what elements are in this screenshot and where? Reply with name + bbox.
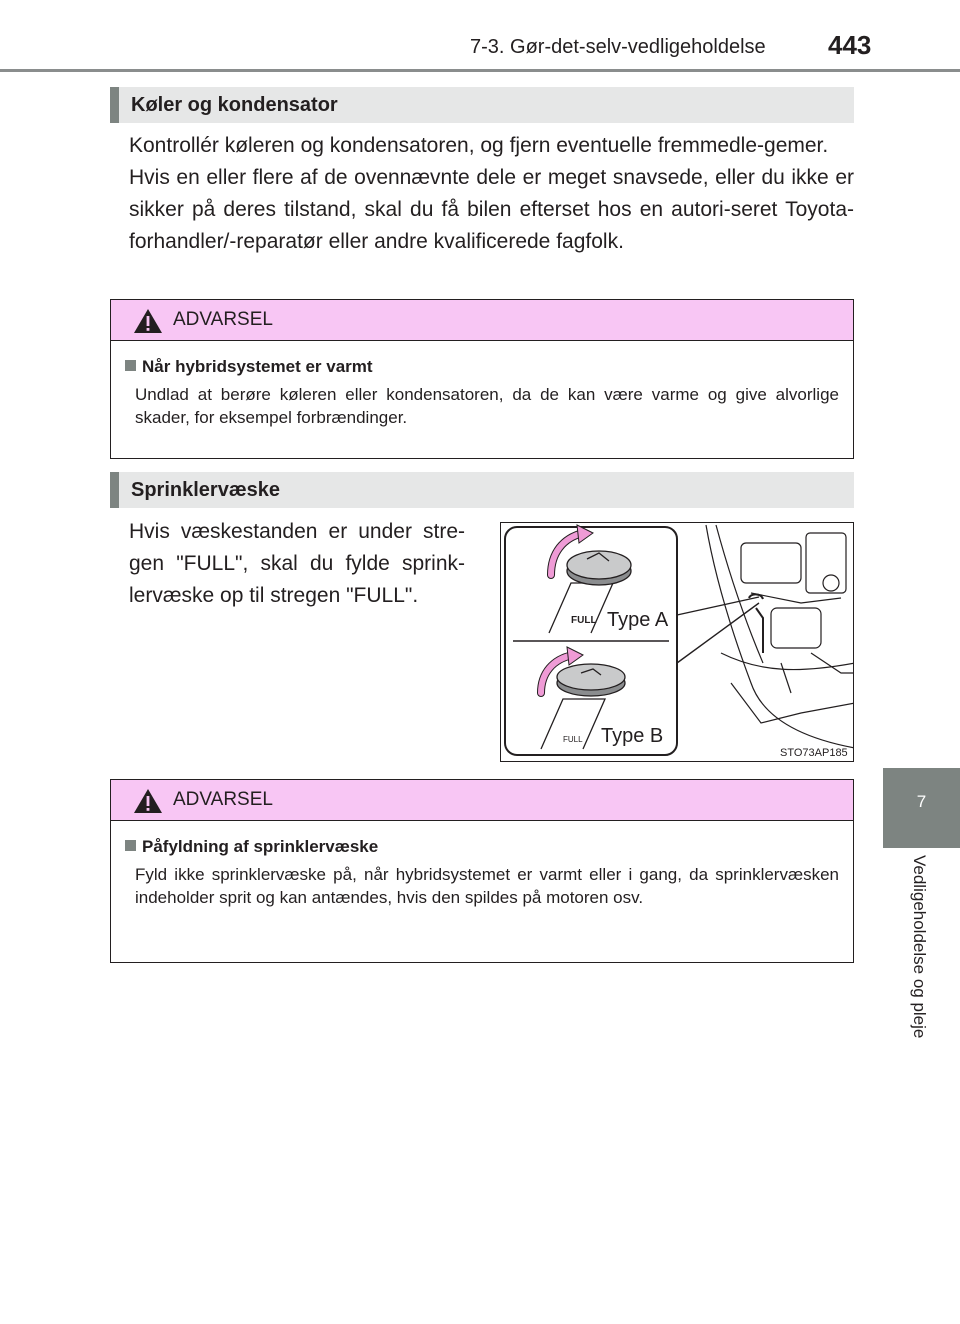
koler-paragraph-1: Kontrollér køleren og kondensatoren, og fjern eventuelle fremmedle-gemer. [129,134,829,157]
warning-label: ADVARSEL [173,789,273,810]
type-b-label: Type B [601,725,664,747]
washer-fluid-illustration [500,522,854,762]
koler-paragraph-2: Hvis en eller flere af de ovennævnte dele er meget snavsede, eller du ikke er sikker på deres tilstand, skal du få bilen efterset hos en autori-seret Toyota-forhandler/-reparatør eller andre kvalificerede fagfolk. [129,166,854,253]
bullet-square-icon [125,360,136,371]
type-a-label: Type A [607,609,669,631]
chapter-tab-label: Vedligeholdelse og pleje [910,855,929,1039]
header-rule [0,69,960,72]
warning-text: Undlad at berøre køleren eller kondensatoren, da de kan være varme og give alvorlige skader, for eksempel forbrændinger. [135,385,839,427]
chapter-title: 7-3. Gør-det-selv-vedligeholdelse [470,36,766,58]
warning-box-2 [110,779,854,963]
warning-header [111,300,853,341]
page-number: 443 [828,30,872,60]
warning-text: Fyld ikke sprinklervæske på, når hybridsystemet er varmt eller i gang, da sprinklervæsken indeholder sprit og kan antændes, hvis den spildes på motoren osv. [135,865,839,907]
sprinkler-body [129,516,465,612]
chapter-tab-number: 7 [916,792,927,811]
warning-subheading: Når hybridsystemet er varmt [125,357,839,377]
chapter-tab [883,768,960,848]
engine-bay-drawing [501,523,854,762]
koler-body [129,130,854,258]
warning-triangle-icon [133,308,163,334]
sprinkler-paragraph: Hvis væskestanden er under stre-gen "FULL", skal du fylde sprink-lervæske op til stregen "FULL". [129,520,465,607]
illustration-code: STO73AP185 [780,747,848,759]
warning-header [111,780,853,821]
warning-box-1 [110,299,854,459]
cap-full-mark-b: FULL [563,735,583,744]
warning-triangle-icon [133,788,163,814]
warning-subheading: Påfyldning af sprinklervæske [125,837,839,857]
cap-full-mark-a: FULL [571,615,597,626]
section-heading-sprinkler: Sprinklervæske [110,472,854,508]
section-heading-koler: Køler og kondensator [110,87,854,123]
bullet-square-icon [125,840,136,851]
warning-label: ADVARSEL [173,309,273,330]
